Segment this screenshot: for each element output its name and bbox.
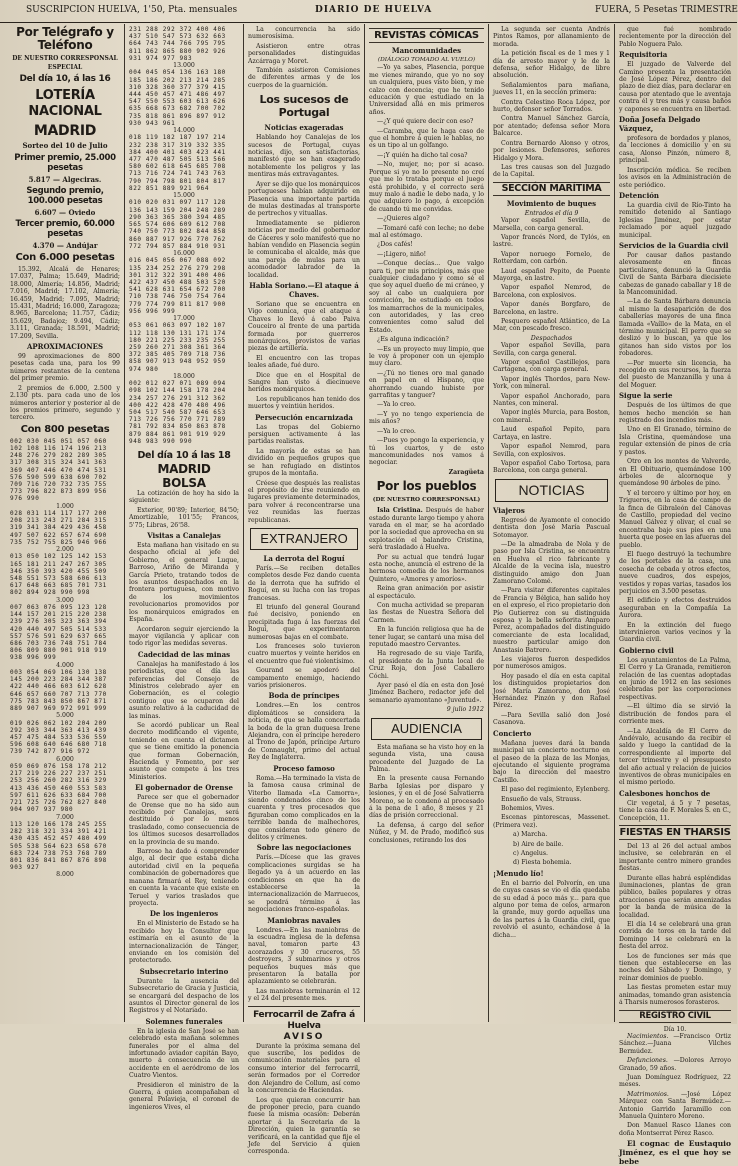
telegraph-headline: Por Telégrafo y Teléfono — [16, 25, 114, 52]
article-heading: El gobernador de Orense — [135, 783, 233, 793]
ship-entry: Laud español Pepito, de Puente Mayorga, en lastre. — [493, 267, 610, 282]
city-heading: MADRID — [157, 462, 211, 476]
number-list: 113 120 166 178 245 255 282 318 321 334 391 421 430 435 452 457 480 499 505 538 564 623 658 670 683 724 738 753 768 789 801 836 841 867 876 898 903 927 — [10, 820, 107, 872]
draw-date: Sorteo del 10 de Julio — [22, 141, 108, 150]
article-text: —¡Ligero, niño! — [377, 250, 427, 258]
six-thousand-prize: Con 6.000 pesetas — [15, 252, 115, 263]
article-text: Los de funciones ser más que tienen que establecerse en las noches del Sábado y Domingo, y reinar dominios de pueblo. — [619, 952, 731, 982]
article-text: Inmediatamente se pidieron noticias por medio del gobernador de Cáceres y solo manifestó que no habían vendido en Plasencia según le comunicaba el alcalde, más que una pareja de mulas para un acomodador labrador de la localidad. — [248, 219, 360, 279]
article-text: Esta mañana se ha visto hoy en la segunda vista, una causa procedente del Juzgado de La Palma. — [369, 743, 484, 773]
registry-entry: —José López Márquez con Santa Bermúdez.—Antonio Garrido Jaramillo con Manuela Quintero Moreno. — [619, 1090, 731, 1120]
lottery-title: LOTERÍA NACIONAL — [28, 88, 102, 119]
article-text: Durante la próxima semana del que suscribe, los pedidos de comunicación materiales para el consumo interior del ferrocarril, serán formados por el Corredor don Alejandro de Collum, así como la concurrencia de Haciendas. — [248, 1042, 360, 1095]
ship-entry: Laud español Pepito, para Cartaya, en lastre. — [493, 426, 610, 441]
article-text: —Para Sevilla salió don José Casanova. — [493, 711, 610, 727]
article-text: Roma.—Ha terminado la vista de la famosa causa criminal de Viterbo llamada «La Camorra», siendo condenados cinco de los cuarenta y tres procesados que figuraban como complicados en la terrible banda de malhechores, que consideran todo género de delitos y crímenes. — [248, 774, 360, 841]
third-prize-number: 4.370 — Andújar — [32, 241, 98, 250]
newspaper-title: DIARIO DE HUELVA — [315, 5, 433, 15]
comic-reviews-heading: REVISTAS CÓMICAS — [369, 28, 484, 43]
dateline-2: Del día 10 á las 18 — [137, 450, 231, 461]
article-heading: De los ingenieros — [149, 909, 219, 919]
column-1 — [10, 26, 120, 1022]
number-list: 016 045 056 067 088 092 135 234 252 276 279 298 301 312 322 391 400 406 422 437 450 488 503 520 541 628 631 654 672 700 710 738 746 750 754 764 779 774 799 811 817 900 956 996 999 — [129, 257, 226, 315]
article-text: Barroso ha dado á comprender algo, al decir que estaba dicha autoridad civil en la pequeña combinación de gobernadores que manana firmará el Rey, teniendo en cuenta la vacante que existe en Teruel y varios traslados que proyecta. — [129, 848, 239, 907]
article-text: —Para visitar diferentes capitales de Francia y Bélgica, han salido hoy en el expreso, el rico propietario don Pío Gutierrez con su distinguida esposa y la bella señorita Amparo Perez, acompañados del distinguido comerciante de esta localidad, nuestro particular amigo don Anastasio Batrero. — [493, 587, 610, 654]
article-text: Otro en los montes de Valverde, en El Obituario, quemándose 100 árboles de alcornoque y quemándose 90 árboles de pino. — [619, 458, 731, 488]
program-subitem: a) Marcha. — [513, 831, 548, 839]
article-text: Hoy pasado el día en esta capital los distinguidos propietarios don José María Zamorano, don José Hernández Pinzón y don Rafael Pérez. — [493, 672, 610, 710]
article-text: Por causar daños pastando alevosamente en fincas particulares, denunció la Guardia Civil de Santa Bárbara diecisiete cabezas de ganado caballar y 18 de la Mancomunidad. — [619, 251, 731, 296]
ship-entry: Pesquero español Atlántico, de La Mar, con pescado fresco. — [493, 318, 610, 333]
approximations-text-2: 2 premios de 6.000, 2.500 y 2.130 pts. para cada uno de los números anterior y posterior al de los premios primero, segundo y tercero. — [10, 384, 120, 422]
article-text: En la función religiosa que ha de tener lugar, se cantará una misa del reputado maestro Cervantes. — [369, 626, 484, 649]
article-text: —¡Y quién ha dicho tal cosa? — [377, 151, 468, 159]
ship-entry: Vapor español Cabo Tortosa, para Barcelona, con carga general. — [493, 459, 610, 475]
foreign-news-heading: EXTRANJERO — [250, 528, 358, 550]
thousand-label: 8.000 — [56, 871, 74, 879]
number-list: 010 020 031 097 117 128 136 143 159 204 248 289 290 363 365 380 394 485 565 574 606 609 612 708 740 750 773 802 844 858 860 887 917 926 770 762 772 794 857 884 910 931 — [129, 199, 226, 250]
article-text: Londres.—En los centros diplomáticos se considera la noticia, de que se halla concertada la boda de la gran duquesa Irene Alejandra, con el príncipe heredero al Trono de Japón, príncipe Arturo de Connaught, primo del actual Rey de Inglaterra. — [248, 702, 360, 762]
bolsa-heading: BOLSA — [162, 476, 206, 490]
article-text: También asistieron Comisiones de diferentes armas y de los cuerpos de la guarnición. — [248, 67, 360, 89]
article-text: —Ya lo creo. — [377, 401, 416, 409]
number-list: 231 288 292 372 400 406 437 510 547 573 632 663 664 743 744 766 795 795 811 862 865 880 902 926 931 974 977 983 — [129, 26, 226, 62]
program-subitem: c) Angelus. — [513, 849, 549, 857]
article-text: Inscripción médica. Se reciben los avisos en la Administración de este periódico. — [619, 166, 731, 189]
article-text: Londres.—En las maniobras de la escuadra inglesa de la defensa naval, tomaron parte 43 acorazados y 30 cruceros, 55 destroyers, 3 submarinos y otros pequeños buques más que presentaron la batalla por aplazamiento se celebrarán. — [248, 926, 360, 986]
article-text: —Y yo no tengo experiencia de mis años? — [369, 410, 484, 426]
eight-hundred-prize: Con 800 pesetas — [20, 423, 110, 435]
article-text: ¿Es alguna indicación? — [377, 336, 449, 344]
article-text: En el barrio del Polvorín, en una de cuyas casas se vio el día quedaba de su edad á poco más y... para que alguno por tema de celos, armaron la grande, muy gordo aquellas una de las partes á la Guardia civil, que revolvió el asunto, echándose á la dicha... — [493, 879, 610, 939]
article-text: Ha regresado de su viaje Tarifa, el presidente de la Junta local de Cruz Roja, don José Caballero Cóchi. — [369, 650, 484, 680]
registry-entry: —Francisco Ortiz Sánchez.—Juana Vilches Bermúdez. — [619, 1032, 731, 1055]
article-text: Parece ser que el gobernador de Orense que no ha sido aun recibido por Canalejas, será destituido ó por lo menos trasladado, como consecuencia de los últimos sucesos desarrollados en la provincia de su mando. — [129, 794, 239, 846]
article-text: La guardia civil de Río-Tinto ha remitido detenido al Santiago Iglesias Jiménez, por estar reclamado por aquel juzgado municipal. — [619, 201, 731, 239]
article-heading: ¡Menudo lío! — [493, 868, 544, 878]
registry-label: Matrimonios. — [627, 1090, 669, 1098]
ship-entry: Vapor español Sevilla, de Marsella, con carga general. — [493, 217, 610, 232]
number-list: 004 045 054 136 163 180 185 186 202 213 214 285 310 328 360 377 379 415 444 450 457 471 486 497 547 550 553 603 613 626 635 668 673 682 700 702 735 818 861 896 897 912 930 943 961 — [129, 69, 226, 127]
article-text: Las tres causas son del Juzgado de la Capital. — [493, 163, 610, 179]
article-text: Los ayuntamientos de La Palma, El Cerro y La Granada, remitieron relación de las cuentas adoptadas en junio de 1912 en las sesiones celebradas por las corporaciones respectivas. — [619, 656, 731, 701]
article-text: —Por muerte sin licencia, ha recogido en sus recursos, la fuerza del puesto de Manzanilla y una á del Moguer. — [619, 359, 731, 389]
thousand-label: 16.000 — [173, 249, 195, 257]
prize-list: 15.392, Alcalá de Henares; 17.037, Palma; 15.649, Madrid; 18.000, Almería; 14.856, Madrid; 7.016, Madrid; 17.102, Almería; 16.459, Madrid; 7.095, Madrid; 15.431, Madrid; 16.000, Zaragoza; 8.965, Barcelona; 11.757, Cádiz; 15.629, Badajoz; 9.494, Cádiz; 3.111, Granada; 18.591, Madrid; 17.209, Sevilla. — [10, 266, 120, 340]
article-text: Cir vegetal, á 5 y 7 pesetas, tiene la casa de F. Morales S. en C., Concepción, 11. — [619, 799, 731, 822]
program-item: Ensueño de vals, Strauss. — [501, 795, 582, 803]
article-text: Uno en El Granado, término de Isla Cristina, quemándose una regular extensión de pinos de cría y pastos. — [619, 426, 731, 456]
subscription-price: SUSCRIPCION HUELVA, 1'50, Pta. mensuales — [26, 5, 238, 15]
article-text: —¿Quieres algo? — [377, 215, 430, 223]
article-text: París.—Dícese que las graves complicaciones surgidas se ha llegado ya á un acuerdo en las condiciones en que ha de establecerse la internacionalización de Marruecos, se pondrá término á las negociaciones franco-españolas. — [248, 854, 360, 914]
article-text: El fuego destruyó la techumbre de los portales de la casa, una cosecha de cebada y otros efectos, nueve cuadros, dos espejos, vestidos y ropas varias, tasados los perjuicios en 3.500 pesetas. — [619, 550, 731, 595]
article-text: Contra Bernardo Alonso y otros, por lesiones. Defensores, señores Hidalgo y Mora. — [493, 139, 610, 162]
article-text: —La Alcaldía de El Cerro de Andévalo, acusando da recibir el saldo y luego la cantidad de la correspondiente al importe del tercer trimestre y el presupuesto del año actual y relación de juicios inventivos de obras municipales en el mismo periodo. — [619, 727, 731, 787]
ship-entry: Vapor danés Borgfaro, de Barcelona, en lastre. — [493, 301, 610, 316]
article-text: Soriano que se encuentra en Vigo comunica, que el ataque á Chaves lo llevó á cabo Paiva Couceiro al frente de una partida formada por guerreros monárquicos, provistos de varias piezas de artillería. — [248, 300, 360, 353]
program-subitem: d) Fiesta bohemia. — [513, 859, 572, 867]
article-text: ¿Dos cafés! — [377, 241, 413, 249]
article-text: Por su actual que tendrá lugar esta noche, anuncia el estreno de la hermosa comedia de los hermanos Quintero, «Amores y amoríos». — [369, 553, 484, 583]
article-text: La defensa, á cargo del señor Núñez, y M. de Prado, modificó sus conclusiones, retirando los dos — [369, 821, 484, 844]
article-text: Acordaron seguir ejerciendo la mayor vigilancia y aplicar con todo rigor las medidas severas. — [129, 625, 239, 648]
number-list: 003 054 069 106 130 138 145 200 223 284 344 387 422 440 466 603 612 628 646 657 660 707 713 770 775 783 843 850 867 871 889 907 969 972 991 999 — [10, 669, 107, 713]
court-heading: AUDIENCIA — [371, 718, 482, 740]
article-date: 9 julio 1912 — [446, 706, 484, 714]
correspondent-note: (DE NUESTRO CORRESPONSAL) — [372, 497, 481, 504]
thousand-label: 5.000 — [56, 712, 74, 720]
article-heading: Sigue la serie — [619, 391, 673, 401]
thousand-label: 1.000 — [56, 502, 74, 510]
ship-entry: Vapor francés Nord, de Tylós, en lastre. — [493, 233, 610, 249]
article-heading: Visitas a Canalejas — [147, 531, 221, 541]
article-heading: Maniobras navales — [267, 915, 341, 925]
article-text: La segunda ser cuenta Andrés Pintos Ramos, por allanamiento de morada. — [493, 26, 610, 48]
approximations-title: APROXIMACIONES — [26, 342, 104, 352]
notice-heading: AVISO — [283, 1031, 325, 1042]
article-text: El edificio y efectos destruidos aseguraban en la Compañía La Aurora. — [619, 597, 731, 620]
article-text: Del 13 al 26 del actual ambos inclusive, se celebrarán en el importante centro minero grandes fiestas. — [619, 842, 731, 873]
article-heading: Mancomunidades — [391, 46, 462, 55]
article-text: —La de Santa Bárbara denuncia al mismo la desaparición de dos caballerías mayores de una finca llamada «Vaíllo» de la Mata, en el término municipal. El perro que se deslizó y lo buscan, ya que los gitanos han sido vistos por los robadores. — [619, 298, 731, 358]
masthead-strip — [0, 0, 737, 23]
ship-entry: Vapor español Anchorado, para Nantes, con mineral. — [493, 392, 610, 408]
article-heading: Viajeros — [493, 505, 525, 515]
article-text: La mayoría de estas se han dividido en pequeños grupos que se han refugiado en distintos grupos de la montaña. — [248, 447, 360, 478]
railway-ad-title: Ferrocarril de Zafra á Huelva — [253, 1009, 355, 1031]
number-list: 007 063 076 095 123 128 144 157 201 215 220 238 239 276 305 323 363 394 420 440 497 505 514 533 557 576 591 629 637 665 686 703 736 748 751 784 806 809 880 901 918 919 938 996 999 — [10, 604, 107, 662]
portugal-headline: Los sucesos de Portugal — [259, 93, 349, 120]
column-6 — [619, 26, 732, 1166]
bolsa-quotes: Exterior, 90'89; Interior, 84'50; Amortizable, 101'55; Francos, 5'75; Libras, 26'58. — [129, 506, 239, 529]
article-heading: Doña Josefa Delgado Vázquez, — [619, 115, 701, 134]
correspondent-subhead: DE NUESTRO CORRESPONSAL ESPECIAL — [12, 55, 118, 71]
towns-heading: Por los pueblos — [376, 479, 477, 494]
thousand-label: 17.000 — [173, 314, 195, 322]
article-heading: Persecución encarnizada — [255, 412, 353, 422]
article-heading: Movimiento de buques — [506, 198, 597, 208]
article-heading: Solemnes funerales — [145, 1016, 223, 1026]
article-text: Contra Celestino Roca López, por hurto, defensor señor Torrados. — [493, 98, 610, 114]
program-item: El paso del regimiento, Eylenberg. — [501, 786, 610, 794]
article-text: —¿Y qué quiere decir con eso? — [377, 118, 474, 126]
number-list: 013 050 102 125 142 153 165 181 211 247 267 305 346 350 393 420 455 509 548 551 573 588 606 613 617 648 663 685 701 731 802 894 928 990 998 — [10, 553, 107, 597]
article-heading: Proceso famoso — [273, 763, 335, 773]
article-text: —Pues yo pongo la experiencia, y tú los cuartos, y de esto mancomunidades nos vamos á negociar. — [369, 437, 484, 467]
article-text: Esta mañana han visitado en su despacho oficial al jefe del Gobierno, el general Luque, Barroso, Ariño de Miranda y García Prieto, tratando todos de los asuntos despachados en la frontera portuguesa, con motivo de los movimientos revolucionarios promovidos por los monárquicos emigrados en España. — [129, 542, 239, 624]
article-signature: Zaragüeta — [448, 468, 484, 476]
ship-entry: Vapor noruego Fornelo, de Rotterdam, con carbón. — [493, 250, 610, 266]
number-list: 028 031 114 117 177 200 208 213 243 271 284 315 319 341 384 429 436 458 497 507 622 657 674 690 735 752 755 825 946 966 — [10, 509, 107, 546]
bolsa-intro: La cotización de hoy ha sido la siguiente: — [129, 490, 239, 505]
thousand-label: 18.000 — [173, 372, 195, 380]
number-list: 002 030 045 051 057 060 102 108 116 174 196 213 248 276 279 282 289 305 317 308 315 324 341 363 369 407 446 470 474 531 576 590 599 638 690 702 709 716 720 732 735 755 773 796 822 873 899 956 976 990 — [10, 437, 107, 503]
column-5 — [493, 26, 610, 1022]
article-heading: Cadecidad de las minas — [137, 649, 231, 659]
article-heading: La derrota del Roguí — [263, 553, 345, 563]
column-3 — [248, 26, 360, 1156]
article-text: Señalamientos para mañana, jueves 11, en la sección primera: — [493, 81, 610, 97]
article-text: Dice que en el Hospital de Sangre han visto á diecinueve heridos monárquicos. — [248, 371, 360, 394]
departures-label: Despachados — [530, 334, 573, 342]
first-prize: Primer premio, 25.000 pesetas — [14, 153, 116, 173]
article-text: Hablando hoy Canalejas de los sucesos de Portugal, cuyas noticias, dijo, son satisfactorias, manifestó que se han exagerado notablemente los peligros y las mentiras más extravagantes. — [248, 134, 360, 179]
number-list: 002 012 027 071 089 094 098 102 144 158 178 204 234 257 276 291 312 362 400 422 428 470 480 496 504 517 540 587 646 653 713 726 756 770 771 789 781 792 834 850 863 878 879 884 861 901 919 929 948 983 990 990 — [129, 380, 226, 445]
article-text: Los franceses solo tuvieron cuatro muertos y veinte heridos en el encuentro que fué violentísimo. — [248, 643, 360, 665]
article-text: Ayer pasó el día en esta don José Jiménez Bachero, redactor jefe del semanario ayamontano «Juventud». — [369, 682, 484, 704]
number-list: 019 026 062 102 204 209 292 303 344 363 413 439 457 475 484 533 536 559 596 608 640 646 680 718 739 742 877 916 972 — [10, 719, 107, 756]
article-text: Después de los últimos de que hemos hecho mención se han registrado dos incendios más. — [619, 402, 731, 425]
second-prize-number: 6.607 — Oviedo — [34, 208, 96, 217]
dateline: Del día 10, á las 16 — [19, 74, 111, 84]
article-heading: Noticias exageradas — [264, 123, 344, 133]
ship-entry: Vapor inglés Murcia, para Boston, con mineral. — [493, 409, 610, 424]
civil-registry-heading: REGISTRO CIVIL — [619, 1010, 731, 1023]
second-prize: Segundo premio, 100.000 pesetas — [26, 186, 104, 206]
thousand-label: 6.000 — [56, 755, 74, 763]
article-text: El día 14 se celebrará una gran corrida de toros en la tarde del Domingo 14 se celebrará en la fiesta del arroz. — [619, 921, 731, 951]
article-text: En la presente causa Fernando Barba Iglesias por disparo y lesiones, y en el de José Salvatierra Moreno, se le condenó al procesado á la pena de 1 año, 8 meses y 21 días de prisión correccional. — [369, 775, 484, 820]
article-heading: Sobre las negociaciones — [256, 843, 352, 853]
thousand-label: 2.000 — [56, 545, 74, 553]
article-text: Reina gran animación por asistir al espectáculo. — [369, 585, 484, 600]
article-text: Con mucha actividad se preparan las fiestas de Nuestra Señora del Carmen. — [369, 602, 484, 624]
article-text: La petición fiscal es de 1 mes y 1 día de arresto mayor y le de la defensa, señor Hidalgo, de libre absolución. — [493, 50, 610, 80]
ship-entry: Vapor español Nemrod, para Sevilla, con explosivos. — [493, 443, 610, 458]
article-text: En la extinción del fuego intervinieron varios vecinos y la Guardia civil. — [619, 621, 731, 644]
article-text: Canalejas ha manifestado á los periodistas, que el día las referencias del Consejo de Ministros celebrado ayer en Gobernación, es el colegio contiguo que se ocuparon del asunto relativo á la caducidad de las minas. — [129, 660, 239, 720]
registry-entry: Don Manuel Rasco Llanes con doña Montserrat Pérez Rasco. — [619, 1122, 731, 1137]
news-heading: NOTICIAS — [495, 479, 608, 502]
article-heading: Gobierno civil — [619, 645, 674, 655]
article-text: Regresó de Ayamonte el conocido dentista don José María Pascual Sotomayor. — [493, 516, 610, 539]
thousand-label: 3.000 — [56, 596, 74, 604]
town-name: Isla Cristina. — [377, 507, 423, 515]
article-heading: Requisitoria — [619, 50, 668, 60]
article-text: Asistieron entre otras personalidades distinguidas Azcárraga y Moret. — [248, 42, 360, 65]
maritime-heading: SECCIÓN MARÍTIMA — [493, 182, 610, 196]
registry-label: Defunciones. — [627, 1057, 668, 1065]
article-text: La concurrencia ha sido numerosísima. — [248, 26, 360, 41]
thousand-label: 15.000 — [173, 192, 195, 200]
third-prize: Tercer premio, 60.000 pesetas — [15, 219, 115, 239]
article-text: —De la almadraba de Nola y de paso por Isla Cristina, se encuentra en Huelva el rico fabricante y Alcalde de la vecina isla, nuestro distinguido amigo don Juan Zamorano Colomé. — [493, 540, 610, 585]
article-text: El triunfo del general Gourand fué decisivo, poniendo en precipitada fuga á las fuerzas del Roguí, que experimentaron numerosas bajas en el combate. — [248, 603, 360, 641]
article-text: —Tomaré café con leche; no debe mal al estómago. — [369, 224, 484, 239]
article-text: Créese que después las realistas el propósito de irse reuniendo en lugares previamente determinados, para volver á reconcentrarse una vez reunidas las fuerzas republicanas. — [248, 479, 360, 524]
article-text: Las maniobras terminarán el 12 y el 24 del presente mes. — [248, 987, 360, 1003]
ship-entry: Vapor inglés Thordos, para New-York, con mineral. — [493, 375, 610, 391]
article-text: —Caramba, que le haga caso de que el hombre á quien le hablas, no es un tipo al un golfango. — [369, 127, 484, 150]
article-text: Después de haber estado durante largo tiempo y ahora varada en el mar, se ha acordado por la sociedad que aprovecha en su explotación el balandro Cristina, será trasladado á Huelva. — [369, 507, 485, 552]
article-text: Los republicanos han tenido dos muertos y veintiún heridos. — [248, 395, 360, 411]
article-text: Los que quieran concurrir han de proponer precio, para cuando fuese la misma ocasión: Deberán aportar á la Secretaria de la Dirección, quien la garantía se verificará, en la cantidad que fije el Jefe del Servicio á quien corresponda. — [248, 1096, 360, 1156]
cognac-ad: El cognac de Eustaquio Jiménez, es el que hoy se bebe — [619, 1139, 731, 1166]
program-subitem: b) Aire de baile. — [513, 840, 564, 848]
article-text: —Conque decías... Que valgo para ti, por mis principios, más que cualquier ciudadano y como sé el que soy aquel dueño de mi cráneo, y soy al cabo un cualquiera por convicción, he estudiado en todos los mamarrachos de la municipales, con autoridades, y las creo convenientes como salud del Estado. — [369, 260, 484, 334]
article-heading: Servicios de la Guardia civil — [619, 240, 729, 250]
column-4 — [369, 26, 484, 1022]
article-heading: Concierto — [493, 728, 532, 738]
arrivals-label: Entrados el día 9 — [524, 209, 579, 217]
article-text: El juzgado de Valverde del Camino presenta la presentación de José López Pérez, dentro del plazo de diez días, para declarar en causa por atentado que le aventaja contra él y tres más y causa baños y capones se encuentra en libertad. — [619, 61, 731, 113]
article-text: que fué nombrado recientemente por la dirección del Pablo Noguera Palo. — [619, 26, 731, 48]
registry-date: Día 10. — [663, 1025, 687, 1033]
article-text: Contra Manuel Sánchez García, por atentado; defensa señor Mora Balcarce. — [493, 115, 610, 138]
article-text: Mañana jueves dará la banda municipal un concierto nocturno en el paseo de la plaza de las Monjas, ejecutando el siguiente programa bajo la dirección del maestro Castillo. — [493, 739, 610, 784]
lottery-city: MADRID — [33, 123, 97, 139]
article-text: París.—Se reciben detalles completos desde Fez dando cuenta de la derrota que ha sufrido el Roguí, en su lucha con las tropas francesas. — [248, 564, 360, 602]
registry-label: Nacimientos. — [627, 1032, 669, 1040]
thousand-label: 14.000 — [173, 127, 195, 135]
ship-entry: Vapor español Sevilla, para Sevilla, con carga general. — [493, 342, 610, 357]
article-text: En el Ministerio de Estado se ha recibido hoy la Consultor que estimaría en el asunto de la internacionalización de Tánger, enviando en los comisión del protectorado. — [129, 920, 239, 965]
article-text: El encuentro con las tropas leales añade, fué duro. — [248, 354, 360, 370]
article-text: Se acordó publicar un Real decreto modificando el vigente, teniendo en cuenta el dictamen que se tiene emitido la ponencia que forman Gobernación, Hacienda y Fomento, por ser asunto que compete á los tres Ministerios. — [129, 721, 239, 781]
ship-entry: Vapor español Castillejos, para Cartagena, con carga general. — [493, 359, 610, 374]
number-list: 059 069 076 158 178 212 217 219 226 227 237 251 253 256 260 282 316 329 413 436 450 460 553 583 597 611 626 633 684 700 721 725 726 762 827 840 904 907 937 980 — [10, 763, 107, 814]
article-text: —El último día se sirvió la distribución de fondos para el corriente mes. — [619, 703, 731, 726]
column-2 — [129, 26, 239, 1111]
article-heading: Subsecretario interino — [139, 966, 229, 976]
program-item: Bohemios, Vives. — [501, 804, 555, 812]
article-heading: Calesbones honchos de — [619, 788, 711, 798]
approximations-text: 99 aproximaciones de 800 pesetas cada una, para los 99 números restantes de la centena del primer premio. — [10, 353, 120, 383]
first-prize-number: 5.817 — Algeciras. — [28, 175, 102, 184]
thousand-label: 7.000 — [56, 813, 74, 821]
article-note: (DIÁLOGO TOMADO AL VUELO) — [377, 57, 476, 63]
registry-entry: —Dolores Arroyo Granado, 59 años. — [619, 1057, 732, 1072]
article-text: Presidieron el ministro de la Guerra, á quien acompañaban el general Polavieja, el coronel de ingenieros Vives, el — [129, 1081, 239, 1111]
article-text: —Es un proyecto muy limpio, que le voy á proponer con un ejemplo muy claro. — [369, 345, 484, 368]
article-text: Durante ellas habrá espléndidas iluminaciones, plantas de gran público, bailes populares y otras atracciones que serán amenizadas por la banda de música de la localidad. — [619, 874, 731, 919]
number-list: 053 061 063 097 102 107 112 118 130 131 171 174 180 221 225 233 235 255 259 260 271 308 361 364 372 385 405 709 718 736 858 907 913 948 952 959 974 980 — [129, 322, 226, 373]
tharsis-festivities-heading: FIESTAS EN THARSIS — [619, 826, 731, 838]
number-list: 018 119 182 187 197 214 232 238 317 319 332 335 384 400 401 403 423 441 477 470 487 505 513 566 580 602 618 645 685 708 713 716 724 741 743 763 790 794 798 801 804 817 822 851 889 921 964 — [129, 134, 226, 192]
thousand-label: 4.000 — [56, 661, 74, 669]
thousand-label: 13.000 — [173, 62, 195, 70]
article-text: En la iglesia de San José se han celebrado esta mañana solemnes funerales por el alma del infortunado aviador capitán Bayo, muerto á consecuencia de un accidente en el aeródromo de los Cuatro Vientos. — [129, 1027, 239, 1080]
article-text: Las fiestas prometen estar muy animadas, tomando gran asistencia á Tharsis numerosos forasteros. — [619, 984, 731, 1007]
article-heading: Boda de príncipes — [268, 691, 340, 701]
article-text: Ayer se dijo que los monárquicos portugueses habían adquirido en Plasencia una importante partida de mulas destinadas al transporte de pertrechos y vituallas. — [248, 180, 360, 218]
ship-entry: Vapor español Nemrod, de Barcelona, con explosivos. — [493, 284, 610, 299]
article-text: —Yo ya sabes, Plasencia, porque me vienes mirando, que yo no soy un cualquiera, pues visto bien, y me calzo con decencia; que he tenido educación y que estudiado en la Universidad allá en mis primeros años. — [369, 64, 484, 116]
article-text: profesora de bordados y planos, da lecciones á domicilio y en su casa, Alonso Pinzón, número 8, principal. — [619, 135, 731, 165]
program-item: Escenas pintorescas, Massenet. (Primera vez). — [493, 814, 610, 829]
article-heading: Habla Soriano.—El ataque á Chaves. — [249, 280, 359, 299]
article-text: —No, mujer, no; por si acaso. Porque si yo no lo presente no creí que me lo trataba porque el juego está prohibido, y el correcto será muy malo á nadie le debo nada, y lo que adquiero lo pago, á excepción de cuando tú me convidas. — [369, 161, 484, 213]
article-text: Gourand se apoderó del campamento enemigo, haciendo varios prisioneros. — [248, 667, 360, 690]
article-text: Las tropas del Gobierno persiguen activamente á las partidas realistas. — [248, 423, 360, 446]
article-text: Les viajeros fueron despedidos por numerosos amigos. — [493, 656, 610, 671]
article-text: —Ya lo creo. — [377, 427, 416, 435]
registry-entry: Juan Domínguez Rodríguez, 22 meses. — [619, 1073, 731, 1089]
article-text: Durante la ausencia del Subsecretario de Gracia y Justicia, se encargará del despacho de los asuntos el Director general de los Registros y el Notariado. — [129, 977, 239, 1015]
article-text: —¿Tú no tienes oro mal ganado en papel en el Hispano, que ahorrando cuando hubiste por garrafitas y tanguer? — [369, 369, 484, 400]
article-text: Y el tercero y último por hoy, en Trigueros, en la casa de campo de la finca de Gibraleón del Cánovas de Castillo, propiedad del vecino Manuel Gálvez y olivar, el cual se encontraba bajo sus pies en una huerta que posee en las afueras del pueblo. — [619, 489, 731, 549]
outside-price: FUERA, 5 Pesetas TRIMESTRE — [595, 5, 738, 15]
article-heading: Detención — [619, 190, 659, 200]
